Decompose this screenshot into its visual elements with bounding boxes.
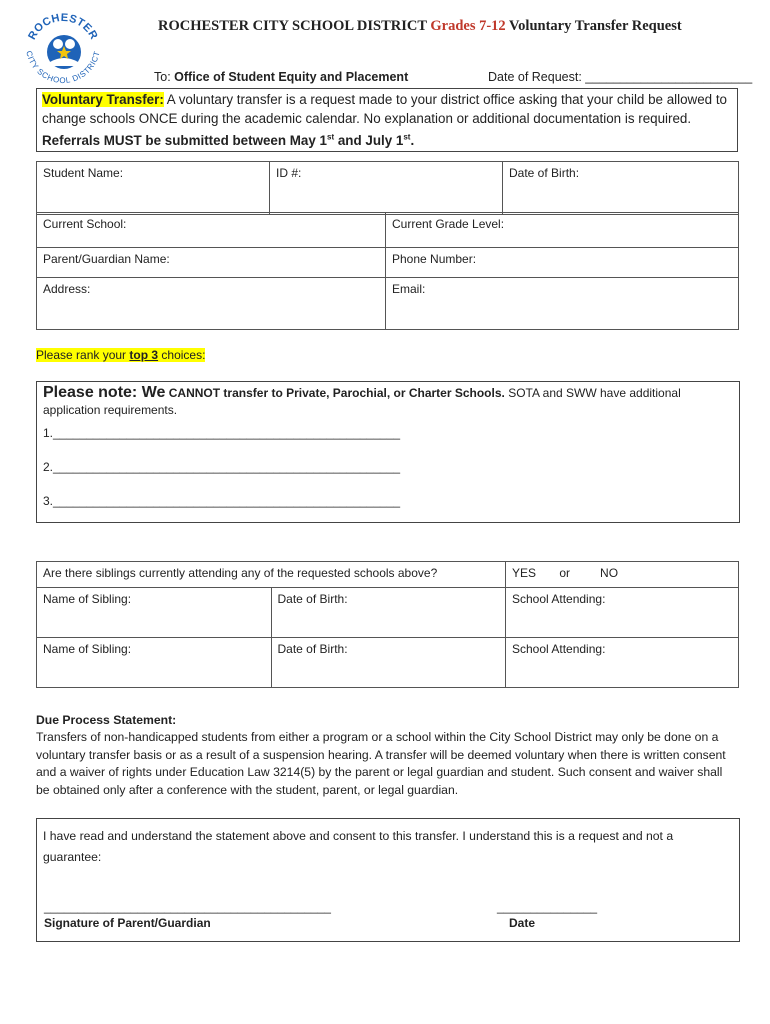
sibling-dob-field[interactable]: Date of Birth: bbox=[271, 588, 506, 638]
sibling-school-field[interactable]: School Attending: bbox=[506, 638, 739, 688]
consent-text: I have read and understand the statement above and consent to this transfer. I understand this is a request and not a guarantee: bbox=[43, 829, 674, 864]
logo-text-top: ROCHESTER bbox=[26, 11, 100, 42]
sibling-school-field[interactable]: School Attending: bbox=[506, 588, 739, 638]
student-id-field[interactable]: ID #: bbox=[270, 162, 503, 215]
student-info-table-2 bbox=[36, 212, 739, 330]
yes-option: YES bbox=[512, 566, 537, 580]
siblings-table bbox=[36, 561, 739, 688]
sibling-dob-field[interactable]: Date of Birth: bbox=[271, 638, 506, 688]
signature-block[interactable] bbox=[44, 900, 331, 930]
page-title: ROCHESTER CITY SCHOOL DISTRICT Grades 7-12 Voluntary Transfer Request bbox=[158, 18, 682, 34]
due-process-heading: Due Process Statement: bbox=[36, 713, 177, 727]
phone-field[interactable]: Phone Number: bbox=[386, 248, 739, 278]
address-field[interactable]: Address: bbox=[37, 278, 386, 330]
sibling-name-field[interactable]: Name of Sibling: bbox=[37, 638, 272, 688]
date-line: _______________ bbox=[497, 900, 598, 914]
date-label: Date bbox=[509, 916, 536, 930]
sibling-name-field[interactable]: Name of Sibling: bbox=[37, 588, 272, 638]
date-of-request[interactable]: Date of Request: ________________________ bbox=[488, 70, 753, 84]
choice-2[interactable]: 2.____________________________________________________ bbox=[43, 460, 401, 474]
date-block[interactable] bbox=[497, 900, 597, 930]
rank-instruction: Please rank your top 3 choices: bbox=[36, 348, 206, 362]
parent-name-field[interactable]: Parent/Guardian Name: bbox=[37, 248, 386, 278]
current-school-field[interactable]: Current School: bbox=[37, 213, 386, 248]
grade-level-field[interactable]: Current Grade Level: bbox=[386, 213, 739, 248]
district-logo bbox=[18, 6, 108, 96]
signature-line: ___________________________________________ bbox=[44, 900, 331, 914]
choice-3[interactable]: 3.____________________________________________________ bbox=[43, 494, 401, 508]
email-field[interactable]: Email: bbox=[386, 278, 739, 330]
to-office: Office of Student Equity and Placement bbox=[174, 70, 409, 84]
siblings-yes-no[interactable]: YES or NO bbox=[506, 562, 739, 588]
logo-text-bottom: CITY SCHOOL DISTRICT bbox=[24, 49, 102, 86]
student-info-table bbox=[36, 161, 739, 215]
due-process-text: Transfers of non-handicapped students from either a program or a school within the City School District may only be done on a voluntary transfer basis or as a result of a suspension hearing. A transfer will be deemed voluntary when there is written consent and a waiver of rights under Education Law 3214(5) by the parent or legal guardian and student. Such consent and waiver shall be obtained only after a conference with the student, parent, or legal guardian. bbox=[36, 730, 726, 797]
siblings-question: Are there siblings currently attending any of the requested schools above? bbox=[37, 562, 506, 588]
voluntary-transfer-label: Voluntary Transfer: bbox=[42, 92, 164, 107]
student-name-field[interactable]: Student Name: bbox=[37, 162, 270, 215]
voluntary-transfer-text: Voluntary Transfer: A voluntary transfer is a request made to your district office asking that your child be allowed to change schools ONCE during the academic calendar. No explanation or additional documentation is required. Referrals MUST be submitted between May 1st and July 1st. bbox=[42, 92, 727, 149]
to-line: To: Office of Student Equity and Placement bbox=[154, 70, 409, 84]
student-dob-field[interactable]: Date of Birth: bbox=[503, 162, 739, 215]
title-grades: Grades 7-12 bbox=[430, 18, 506, 34]
choice-1[interactable]: 1.____________________________________________________ bbox=[43, 426, 401, 440]
signature-label: Signature of Parent/Guardian bbox=[44, 916, 211, 930]
note-text: Please note: We CANNOT transfer to Private, Parochial, or Charter Schools. SOTA and SWW have additional application requirements. bbox=[43, 384, 681, 417]
no-option: NO bbox=[600, 566, 619, 580]
